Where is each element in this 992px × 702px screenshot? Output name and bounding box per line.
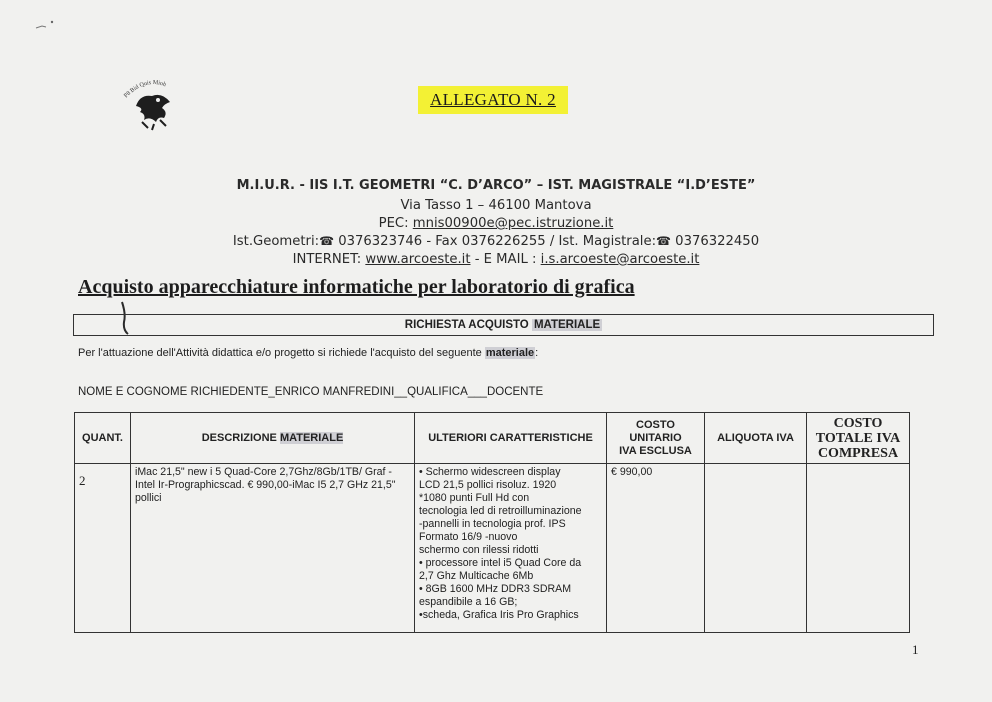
col-ulteriori: ULTERIORI CARATTERISTICHE — [415, 413, 607, 464]
document-title: Acquisto apparecchiature informatiche per laboratorio di grafica — [78, 276, 635, 298]
intro-highlight: materiale — [485, 347, 535, 359]
phones-part-a: Ist.Geometri: — [232, 234, 320, 249]
svg-text:P8 Bid Quis Mioh: P8 Bid Quis Mioh — [123, 79, 167, 100]
costo-line-2: UNITARIO — [629, 431, 682, 444]
feature-line: espandibile a 16 GB; — [419, 596, 518, 608]
feature-line: 2,7 Ghz Multicache 6Mb — [419, 570, 534, 582]
col-quant: QUANT. — [75, 413, 131, 464]
cell-aliquota — [705, 464, 807, 633]
phone-icon: ☎ — [656, 234, 671, 248]
feature-line: •scheda, Grafica Iris Pro Graphics — [419, 609, 579, 621]
descr-highlight: MATERIALE — [279, 431, 344, 444]
internet-label: INTERNET: — [292, 252, 366, 267]
school-internet — [160, 252, 832, 267]
table-header-row — [75, 413, 910, 464]
cell-caratteristiche — [415, 464, 607, 633]
school-address: Via Tasso 1 – 46100 Mantova — [400, 198, 592, 213]
feature-line: tecnologia led di retroilluminazione — [419, 505, 582, 517]
totale-line-1: COSTO — [833, 415, 883, 431]
school-header-title: M.I.U.R. - IIS I.T. GEOMETRI “C. D’ARCO” – IST. MAGISTRALE “I.D’ESTE” — [236, 178, 756, 193]
allegato-text: ALLEGATO N. 2 — [430, 90, 556, 109]
feature-line: *1080 punti Full Hd con — [419, 492, 530, 504]
request-prefix: RICHIESTA ACQUISTO — [404, 319, 529, 331]
pen-mark-icon — [34, 18, 56, 32]
intro-main: Per l'attuazione dell'Attività didattica e/o progetto si richiede l'acquisto del seguente — [78, 347, 485, 359]
cell-totale — [807, 464, 910, 633]
allegato-label — [418, 86, 568, 114]
pec-label: PEC: — [378, 216, 413, 231]
costo-line-3: IVA ESCLUSA — [619, 444, 692, 457]
col-totale — [807, 413, 910, 464]
phone-icon: ☎ — [319, 234, 335, 248]
school-phones — [160, 234, 832, 249]
cell-quant: 2 — [75, 464, 131, 633]
request-highlight: MATERIALE — [533, 319, 601, 331]
phones-part-b: 0376323746 - Fax 0376226255 / Ist. Magistrale: — [334, 234, 657, 249]
school-logo — [118, 72, 188, 132]
requester-line: NOME E COGNOME RICHIEDENTE_ENRICO MANFREDINI__QUALIFICA___DOCENTE — [78, 386, 544, 398]
email-link[interactable]: i.s.arcoeste@arcoeste.it — [540, 252, 700, 267]
feature-line: LCD 21,5 pollici risoluz. 1920 — [419, 479, 557, 491]
feature-line: • 8GB 1600 MHz DDR3 SDRAM — [419, 583, 572, 595]
feature-line: • Schermo widescreen display — [419, 466, 561, 478]
website-link[interactable]: www.arcoeste.it — [365, 252, 471, 267]
intro-suffix: : — [535, 347, 539, 359]
feature-line: schermo con rilessi ridotti — [419, 544, 539, 556]
material-table — [74, 412, 910, 633]
table-row — [75, 464, 910, 633]
pec-link[interactable]: mnis00900e@pec.istruzione.it — [412, 216, 614, 231]
cell-descrizione: iMac 21,5" new i 5 Quad-Core 2,7Ghz/8Gb/1TB/ Graf -Intel Ir-Prographicscad. € 990,00-iMac I5 2,7 GHz 21,5" pollici — [131, 464, 415, 633]
request-box — [73, 314, 934, 336]
school-pec — [160, 216, 832, 231]
descr-prefix: DESCRIZIONE — [201, 431, 280, 444]
col-descrizione — [131, 413, 415, 464]
mail-label: - E MAIL : — [470, 252, 541, 267]
totale-line-2: TOTALE IVA — [815, 430, 901, 446]
costo-line-1: COSTO — [636, 418, 675, 431]
phones-part-c: 0376322450 — [670, 234, 760, 249]
feature-line: • processore intel i5 Quad Core da — [419, 557, 582, 569]
page-number: 1 — [912, 642, 919, 657]
feature-line: -pannelli in tecnologia prof. IPS — [419, 518, 566, 530]
cell-costo: € 990,00 — [607, 464, 705, 633]
col-aliquota: ALIQUOTA IVA — [705, 413, 807, 464]
totale-line-3: COMPRESA — [817, 445, 899, 461]
feature-line: Formato 16/9 -nuovo — [419, 531, 518, 543]
intro-text — [78, 347, 538, 359]
col-costo — [607, 413, 705, 464]
